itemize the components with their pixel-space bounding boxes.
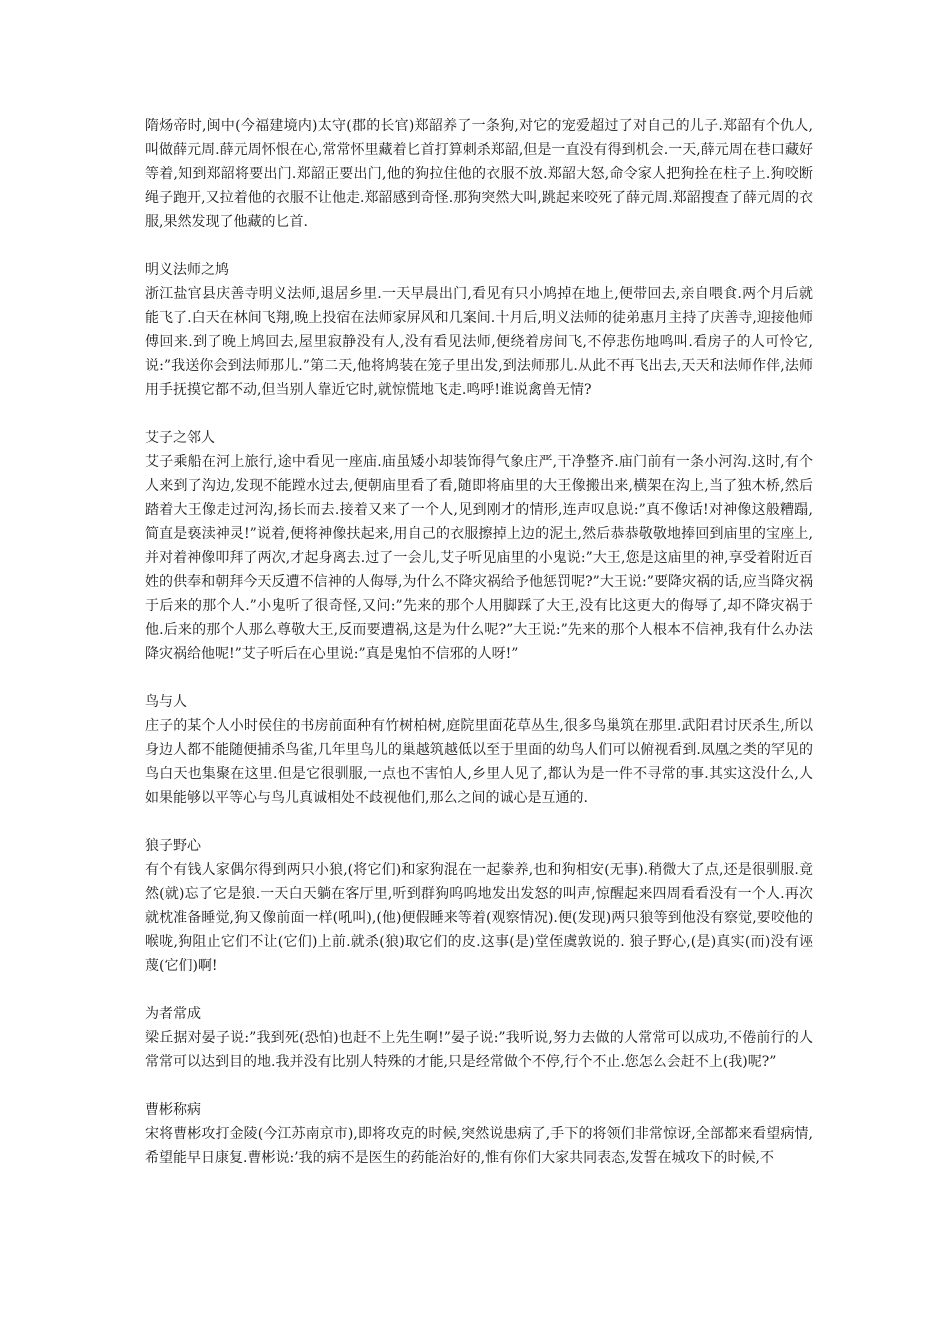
section-title: 为者常成 [145,1006,201,1022]
section-body: 浙江盐官县庆善寺明义法师,退居乡里.一天早晨出门,看见有只小鸠掉在地上,便带回去,亲自喂食.两个月后就能飞了.白天在林间飞翔,晚上投宿在法师家屏风和几案间.十月后,明义法师的徒弟惠月主持了庆善寺,迎接他师傅回来.到了晚上鸠回去,屋里寂静没有人,没有看见法师,便绕着房间飞,不停悲伤地鸣叫.看房子的人可怜它,说:”我送你会到法师那儿.”第二天,他将鸠装在笼子里出发,到法师那儿.从此不再飞出去,天天和法师作伴,法师用手抚摸它都不动,但当别人靠近它时,就惊慌地飞走.鸣呼!谁说禽兽无情? [145,286,813,398]
section-body: 艾子乘船在河上旅行,途中看见一座庙.庙虽矮小却装饰得气象庄严,干净整齐.庙门前有一条小河沟.这时,有个人来到了沟边,发现不能蹚水过去,便朝庙里看了看,随即将庙里的大王像搬出来,横架在沟上,当了独木桥,然后踏着大王像走过河沟,扬长而去.接着又来了一个人,见到刚才的情形,连声叹息说:”真不像话!对神像这般糟蹋,简直是亵渎神灵!”说着,便将神像扶起来,用自己的衣服擦掉上边的泥土,然后恭恭敬敬地捧回到庙里的宝座上,并对着神像叩拜了两次,才起身离去.过了一会儿,艾子听见庙里的小鬼说:”大王,您是这庙里的神,享受着附近百姓的供奉和朝拜今天反遭不信神的人侮辱,为什么不降灾祸给予他惩罚呢?”大王说:”要降灾祸的话,应当降灾祸于后来的那个人.”小鬼听了很奇怪,又问:”先来的那个人用脚踩了大王,没有比这更大的侮辱了,却不降灾祸于他.后来的那个人那么尊敬大王,反而要遭祸,这是为什么呢?”大王说:”先来的那个人根本不信神,我有什么办法降灾祸给他呢!”艾子听后在心里说:”真是鬼怕不信邪的人呀!” [145,454,813,662]
section-title: 明义法师之鸠 [145,262,229,278]
section-body: 宋将曹彬攻打金陵(今江苏南京市),即将攻克的时候,突然说患病了,手下的将领们非常惊讶,全部都来看望病情,希望能早日康复.曹彬说:’我的病不是医生的药能治好的,惟有你们大家共同表态,发誓在城攻下的时候,不 [145,1126,813,1166]
section-mingyi [145,258,813,402]
section-body: 庄子的某个人小时侯住的书房前面种有竹树柏树,庭院里面花草丛生,很多鸟巢筑在那里.武阳君讨厌杀生,所以身边人都不能随便捕杀鸟雀,几年里鸟儿的巢越筑越低以至于里面的幼鸟人们可以俯视看到.凤凰之类的罕见的鸟白天也集聚在这里.但是它很驯服,一点也不害怕人,乡里人见了,都认为是一件不寻常的事.其实这没什么,人如果能够以平等心与鸟儿真诚相处不歧视他们,那么之间的诚心是互通的. [145,718,813,806]
section-spacer [145,402,813,426]
section-spacer [145,810,813,834]
section-spacer [145,666,813,690]
section-body: 有个有钱人家偶尔得到两只小狼,(将它们)和家狗混在一起豢养,也和狗相安(无事).稍微大了点,还是很驯服.竟然(就)忘了它是狼.一天白天躺在客厅里,听到群狗呜呜地发出发怒的叫声,惊醒起来四周看看没有一个人.再次就枕准备睡觉,狗又像前面一样(吼叫),(他)便假睡来等着(观察情况).便(发现)两只狼等到他没有察觉,要咬他的喉咙,狗阻止它们不让(它们)上前.就杀(狼)取它们的皮.这事(是)堂侄虞敦说的. 狼子野心,(是)真实(而)没有诬蔑(它们)啊! [145,862,813,974]
section-langzi-yexin [145,834,813,978]
section-body: 梁丘据对晏子说:”我到死(恐怕)也赶不上先生啊!”晏子说:”我听说,努力去做的人常常可以成功,不倦前行的人常常可以达到目的地.我并没有比别人特殊的才能,只是经常做个不停,行个不止.您怎么会赶不上(我)呢?” [145,1030,813,1070]
section-aizi [145,426,813,666]
section-spacer [145,1074,813,1098]
intro-paragraph: 隋炀帝时,闽中(今福建境内)太守(郡的长官)郑韶养了一条狗,对它的宠爱超过了对自己的儿子.郑韶有个仇人,叫做薛元周.薛元周怀恨在心,常常怀里藏着匕首打算刺杀郑韶,但是一直没有得到机会.一天,薛元周在巷口藏好等着,知到郑韶将要出门.郑韶正要出门,他的狗拉住他的衣服不放.郑韶大怒,命令家人把狗拴在柱子上.狗咬断绳子跑开,又拉着他的衣服不让他走.郑韶感到奇怪.那狗突然大叫,跳起来咬死了薛元周.郑韶搜查了薛元周的衣服,果然发现了他藏的匕首. [145,118,813,230]
section-title: 鸟与人 [145,694,187,710]
section-title: 狼子野心 [145,838,201,854]
section-title: 艾子之邻人 [145,430,215,446]
section-spacer [145,978,813,1002]
section-niao-yu-ren [145,690,813,810]
section-title: 曹彬称病 [145,1102,201,1118]
section-weizhe-changcheng [145,1002,813,1074]
section-caobin-chengbing [145,1098,813,1170]
section-spacer [145,234,813,258]
document-page [145,114,813,1170]
